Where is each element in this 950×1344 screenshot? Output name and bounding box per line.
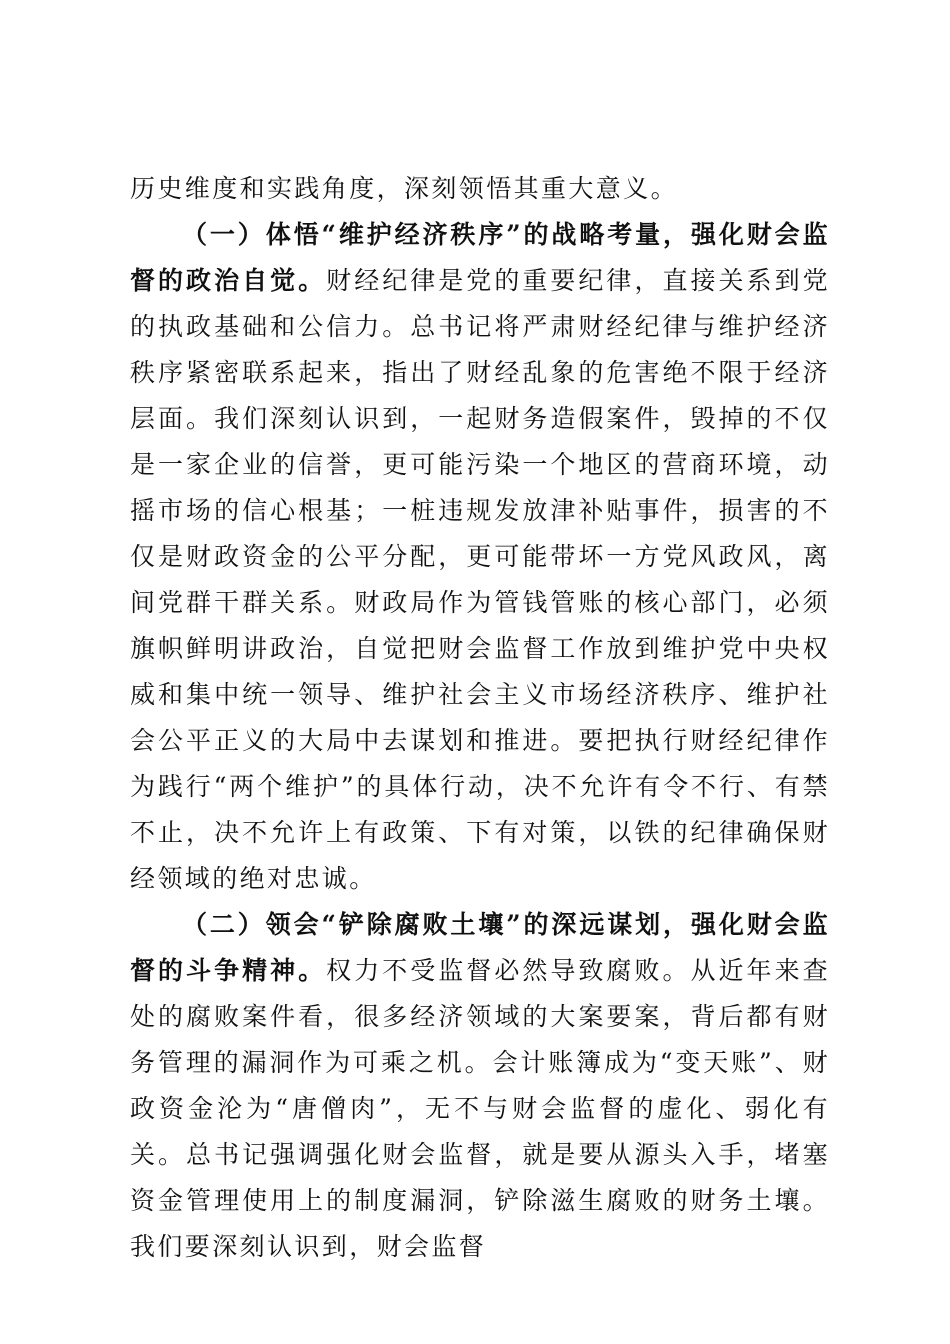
paragraph-text: 财经纪律是党的重要纪律，直接关系到党的执政基础和公信力。总书记将严肃财经纪律与维护经济秩序紧密联系起来，指出了财经乱象的危害绝不限于经济层面。我们深刻认识到，一起财务造假案件，毁掉的不仅是一家企业的信誉，更可能污染一个地区的营商环境，动摇市场的信心根基；一桩违规发放津补贴事件，损害的不仅是财政资金的公平分配，更可能带坏一方党风政风，离间党群干群关系。财政局作为管钱管账的核心部门，必须旗帜鲜明讲政治，自觉把财会监督工作放到维护党中央权威和集中统一领导、维护社会主义市场经济秩序、维护社会公平正义的大局中去谋划和推进。要把执行财经纪律作为践行“两个维护”的具体行动，决不允许有令不行、有禁不止，决不允许上有政策、下有对策，以铁的纪律确保财经领域的绝对忠诚。 bbox=[130, 266, 830, 893]
paragraph-section-one bbox=[130, 212, 830, 902]
section-heading-two: （二）领会“铲除腐败土壤”的深远谋划，强化财会监督的斗争精神。 bbox=[130, 910, 830, 985]
document-body bbox=[130, 166, 830, 1270]
paragraph-intro-continuation bbox=[130, 166, 830, 212]
paragraph-text: 历史维度和实践角度，深刻领悟其重大意义。 bbox=[130, 174, 679, 203]
paragraph-section-two bbox=[130, 902, 830, 1270]
paragraph-text: 权力不受监督必然导致腐败。从近年来查处的腐败案件看，很多经济领域的大案要案，背后都有财务管理的漏洞作为可乘之机。会计账簿成为“变天账”、财政资金沦为“唐僧肉”，无不与财会监督的虚化、弱化有关。总书记强调强化财会监督，就是要从源头入手，堵塞资金管理使用上的制度漏洞，铲除滋生腐败的财务土壤。我们要深刻认识到，财会监督 bbox=[130, 956, 830, 1261]
section-heading-one: （一）体悟“维护经济秩序”的战略考量，强化财会监督的政治自觉。 bbox=[130, 220, 830, 295]
